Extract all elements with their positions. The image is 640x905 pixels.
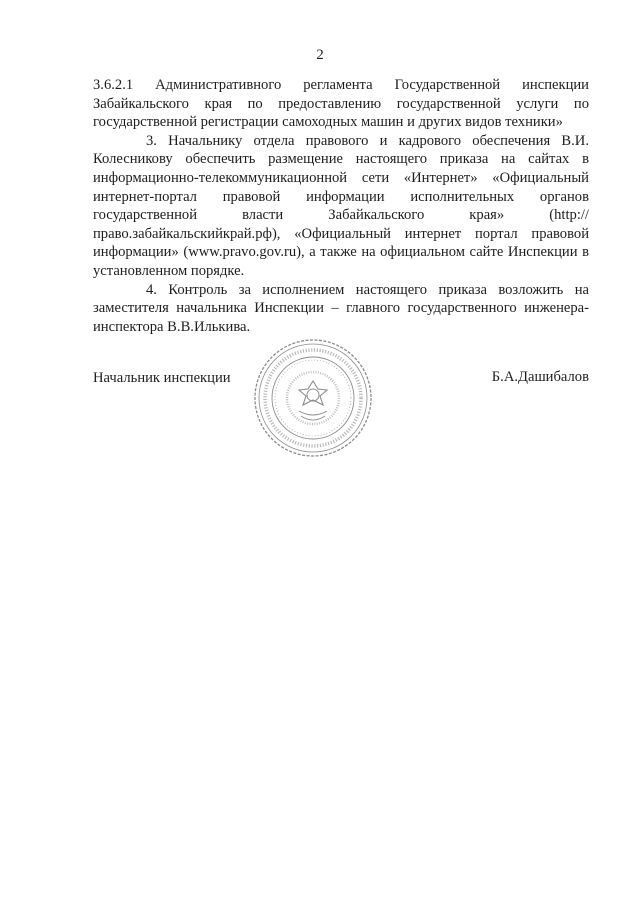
paragraph-item-4: 4. Контроль за исполнением настоящего приказа возложить на заместителя начальника Инспекции – главного государственного инженера-инспектора В.В.Илькива. [93,281,589,335]
signatory-position: Начальник инспекции [93,370,231,386]
paragraph-item-3: 3. Начальнику отдела правового и кадрового обеспечения В.И. Колесникову обеспечить размещение настоящего приказа на сайтах в информационно-телекоммуникационной сети «Интернет» «Официальный интернет-портал правовой информации исполнительных органов государственной власти Забайкальского края» (http://право.забайкальскийкрай.рф), «Официальный интернет портал правовой информации» (www.pravo.gov.ru), а также на официальном сайте Инспекции в установленном порядке. [93,132,589,279]
paragraph-continuation: 3.6.2.1 Административного регламента Государственной инспекции Забайкальского края по предоставлению государственной услуги по государственной регистрации самоходных машин и других видов техники» [93,77,589,131]
official-seal-icon [252,337,374,459]
document-body [93,76,589,336]
page-number: 2 [316,47,324,63]
signatory-name: Б.А.Дашибалов [491,369,589,385]
